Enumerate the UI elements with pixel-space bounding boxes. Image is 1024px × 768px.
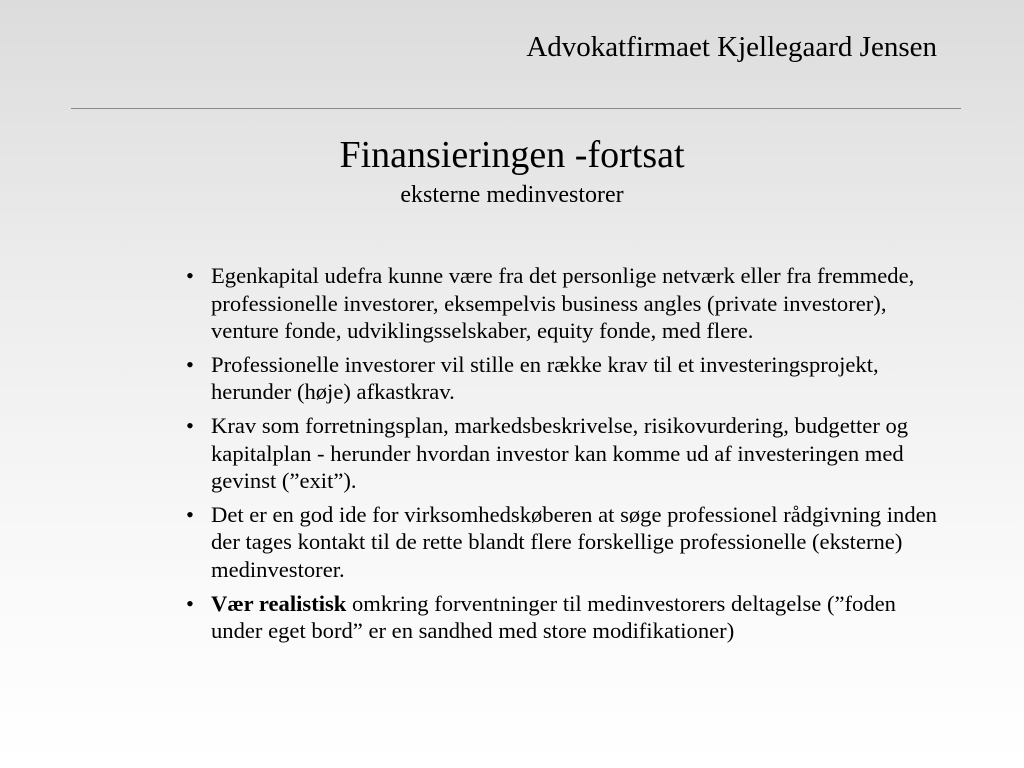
bullet-item (186, 412, 946, 495)
bullet-text: omkring forventninger til medinvestorers deltagelse (”foden under eget bord” er en sandhed med store modifikationer) (211, 590, 896, 644)
bullet-item (186, 351, 946, 406)
header-divider (71, 108, 961, 109)
bullet-icon: • (186, 501, 194, 527)
bullet-icon: • (186, 590, 194, 616)
bullet-list (186, 262, 946, 645)
bullet-text: Egenkapital udefra kunne være fra det personlige netværk eller fra fremmede, professionelle investorer, eksempelvis business angles (private investorer), venture fonde, udviklingsselskaber, equity fonde, med flere. (211, 263, 915, 344)
bullet-icon: • (186, 351, 194, 377)
bullet-emphasis: Vær realistisk (211, 590, 347, 616)
bullet-text: Professionelle investorer vil stille en række krav til et investeringsprojekt, herunder (høje) afkastkrav. (211, 351, 879, 405)
bullet-text: Det er en god ide for virksomhedskøberen at søge professionel rådgivning inden der tages kontakt til de rette blandt flere forskellige professionelle (eksterne) medinvestorer. (211, 501, 937, 582)
bullet-icon: • (186, 263, 194, 288)
bullet-item (186, 590, 946, 645)
firm-name: Advokatfirmaet Kjellegaard Jensen (526, 31, 937, 63)
bullet-icon: • (186, 412, 194, 438)
slide-title: Finansieringen -fortsat (339, 134, 685, 176)
bullet-item (186, 262, 946, 345)
slide-subtitle: eksterne medinvestorer (400, 182, 624, 208)
bullet-text: Krav som forretningsplan, markedsbeskrivelse, risikovurdering, budgetter og kapitalplan - herunder hvordan investor kan komme ud af investeringen med gevinst (”exit”). (211, 412, 909, 494)
bullet-item (186, 501, 946, 584)
